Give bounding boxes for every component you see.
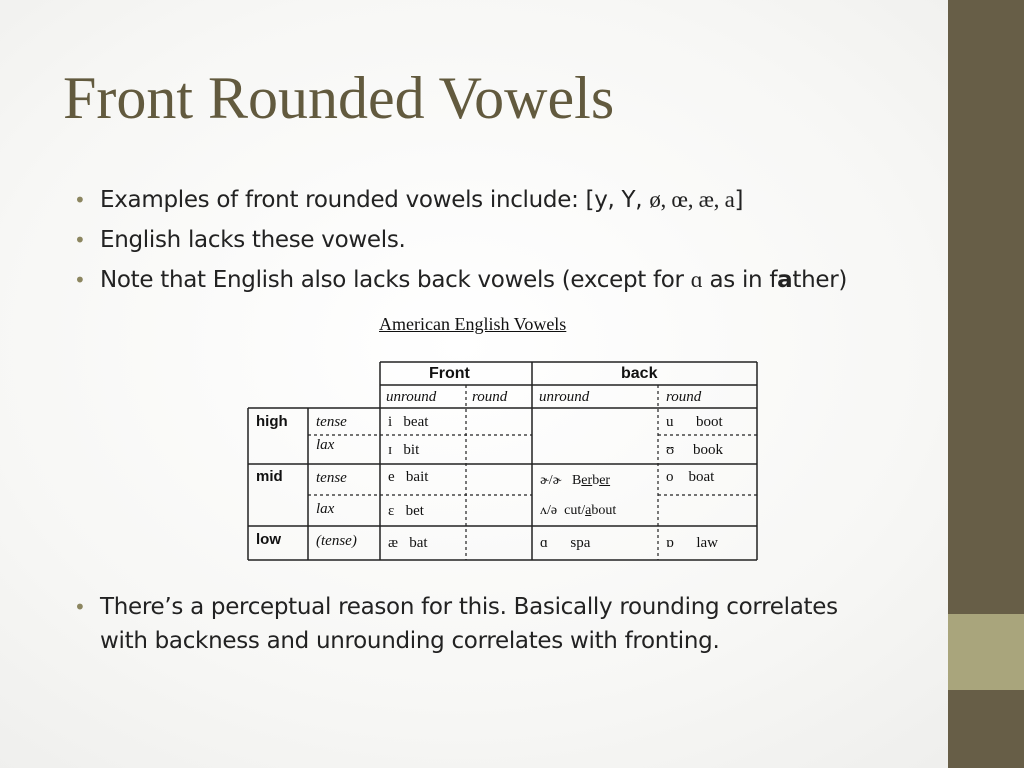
row-sub-high-lax: lax bbox=[316, 437, 335, 453]
header-round-back: round bbox=[666, 389, 702, 405]
bullet-text: English lacks these vowels. bbox=[100, 227, 406, 253]
ipa-symbol: ɑ bbox=[690, 267, 703, 292]
header-unround-front: unround bbox=[386, 389, 437, 405]
example-word-post: bout bbox=[591, 503, 617, 518]
row-label-high: high bbox=[256, 413, 288, 430]
header-round-front: round bbox=[472, 389, 508, 405]
example-word: beat bbox=[403, 414, 429, 430]
example-word: bat bbox=[409, 535, 428, 551]
bullet-text-pre: Note that English also lacks back vowels (except for bbox=[100, 267, 691, 293]
bullet-text: Examples of front rounded vowels include: [y, Y, bbox=[100, 187, 650, 213]
example-word-underlined: er bbox=[599, 473, 611, 488]
example-word: bit bbox=[403, 442, 420, 458]
example-word-underlined: a bbox=[585, 503, 592, 518]
bullet-tail: ] bbox=[734, 187, 744, 213]
vowel-symbol: ɑ bbox=[540, 535, 548, 551]
example-word-pre: B bbox=[571, 473, 582, 488]
vowel-symbol: ʊ bbox=[666, 442, 675, 458]
cell-high-lax-front bbox=[388, 441, 419, 459]
example-word: boat bbox=[688, 469, 715, 485]
vowel-symbol: æ bbox=[388, 535, 399, 551]
example-word: boot bbox=[696, 414, 723, 430]
cell-high-tense-back-round bbox=[666, 413, 723, 431]
example-word: law bbox=[696, 535, 719, 551]
cell-low-back-unround bbox=[540, 534, 590, 552]
cell-mid-tense-front bbox=[388, 468, 428, 486]
side-accent-block bbox=[948, 614, 1024, 690]
vowel-symbol: o bbox=[666, 469, 674, 485]
vowel-table-figure bbox=[246, 312, 761, 562]
row-sub-mid-tense: tense bbox=[316, 470, 347, 486]
bullet-list bbox=[74, 183, 854, 303]
vowel-symbol: ʌ/ə bbox=[540, 503, 558, 518]
example-word: bait bbox=[405, 469, 429, 485]
cell-high-tense-front bbox=[388, 413, 428, 431]
bullet-item-examples bbox=[74, 183, 854, 217]
slide-title: Front Rounded Vowels bbox=[63, 65, 615, 131]
bullet-item-perceptual bbox=[74, 590, 854, 658]
row-sub-mid-lax: lax bbox=[316, 501, 335, 517]
header-front: Front bbox=[429, 365, 470, 382]
example-word: book bbox=[692, 442, 723, 458]
header-unround-back: unround bbox=[539, 389, 590, 405]
vowel-symbol: ɚ/ɚ bbox=[540, 473, 562, 488]
example-word-underlined: er bbox=[581, 473, 593, 488]
cell-low-back-round bbox=[666, 534, 718, 552]
bullet-list-bottom bbox=[74, 590, 854, 664]
vowel-symbol: ɒ bbox=[666, 535, 674, 551]
bullet-text-mid: as in f bbox=[702, 267, 778, 293]
vowel-symbol: i bbox=[388, 414, 393, 430]
row-label-low: low bbox=[256, 531, 281, 548]
row-sub-low-tense: (tense) bbox=[316, 533, 357, 549]
vowel-symbol: ɪ bbox=[388, 442, 393, 458]
cell-mid-tense-back-unround bbox=[540, 472, 610, 490]
example-word-pre: cut/ bbox=[564, 503, 586, 518]
cell-mid-lax-front bbox=[388, 502, 424, 520]
row-sub-high-tense: tense bbox=[316, 414, 347, 430]
vowel-symbol: ε bbox=[388, 503, 395, 519]
cell-low-front bbox=[388, 534, 428, 552]
cell-mid-tense-back-round bbox=[666, 468, 714, 486]
example-word-mid: b bbox=[592, 473, 600, 488]
bullet-text-post: ther) bbox=[792, 267, 848, 293]
example-word: bet bbox=[405, 503, 424, 519]
table-title: American English Vowels bbox=[379, 314, 567, 334]
cell-mid-lax-back-unround bbox=[540, 502, 616, 520]
row-label-mid: mid bbox=[256, 468, 283, 485]
bullet-item-back-vowels bbox=[74, 263, 854, 297]
example-word: spa bbox=[570, 535, 591, 551]
ipa-symbols: ø, œ, æ, a bbox=[649, 187, 735, 212]
header-back: back bbox=[621, 365, 658, 382]
cell-high-lax-back-round bbox=[666, 441, 723, 459]
bullet-item-lacks bbox=[74, 223, 854, 257]
vowel-symbol: e bbox=[388, 469, 395, 485]
bullet-text: There’s a perceptual reason for this. Basically rounding correlates with backness and unrounding correlates with fronting. bbox=[100, 594, 838, 654]
bold-letter: a bbox=[777, 267, 793, 293]
vowel-symbol: u bbox=[666, 414, 674, 430]
